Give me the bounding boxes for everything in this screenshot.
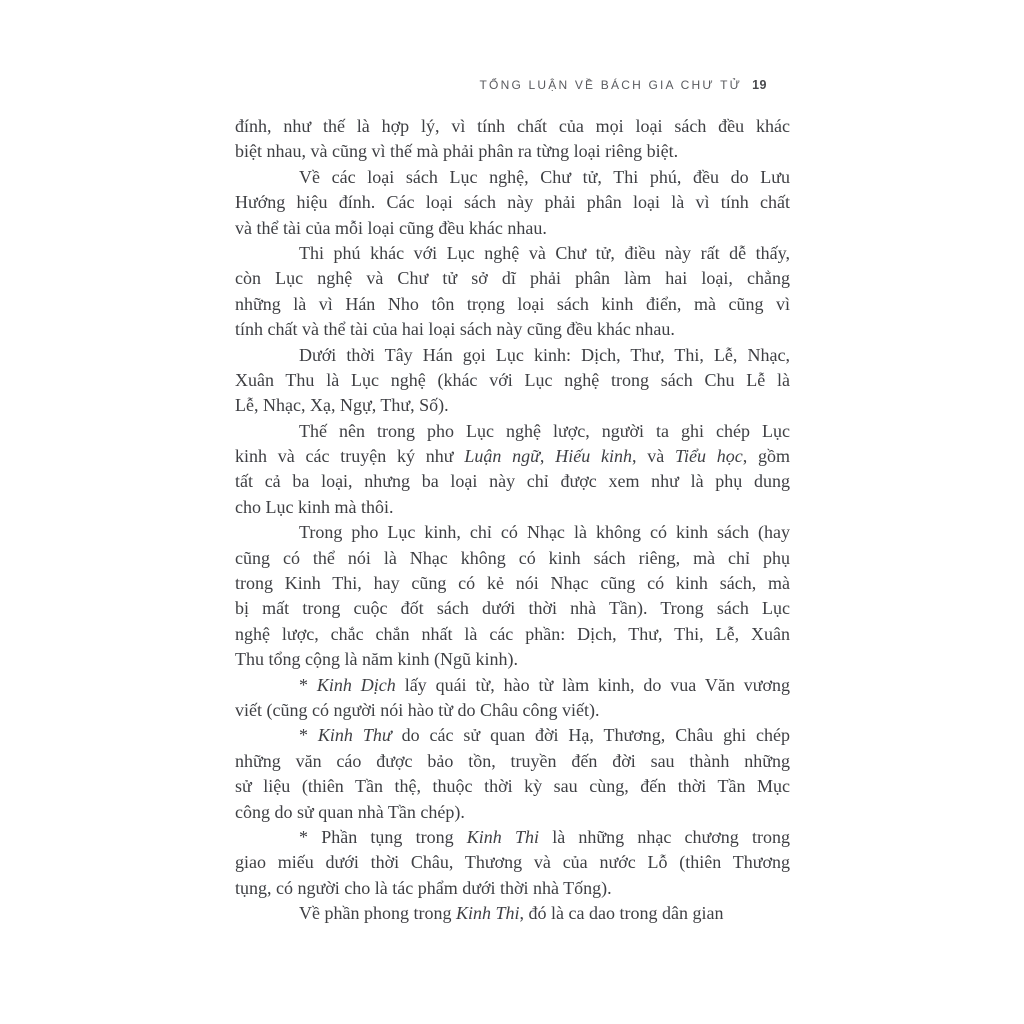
- text-segment: viết (cũng có người nói hào từ do Châu công viết).: [235, 699, 600, 720]
- text-line: [235, 698, 790, 723]
- text-segment: tụng, có người cho là tác phẩm dưới thời nhà Tống).: [235, 877, 612, 898]
- paragraph: [235, 520, 790, 672]
- text-line: [235, 571, 790, 596]
- text-segment: cho Lục kinh mà thôi.: [235, 496, 394, 517]
- text-line: [235, 241, 790, 266]
- text-line: [235, 444, 790, 469]
- running-header-title: TỔNG LUẬN VỀ BÁCH GIA CHƯ TỬ: [479, 78, 743, 92]
- text-line: [235, 266, 790, 291]
- text-segment: sử liệu (thiên Tần thệ, thuộc thời kỳ sau cùng, đến thời Tần Mục: [235, 776, 790, 797]
- text-line: [235, 749, 790, 774]
- text-segment: *: [299, 725, 318, 746]
- text-segment: , đó là ca dao trong dân gian: [519, 903, 724, 924]
- text-line: [235, 469, 790, 494]
- text-segment: Thu tổng cộng là năm kinh (Ngũ kinh).: [235, 649, 518, 670]
- text-segment: , gồm: [742, 446, 791, 467]
- paragraph: [235, 419, 790, 521]
- text-segment: Về phần phong trong: [299, 903, 456, 924]
- text-segment: là những nhạc chương trong: [539, 826, 790, 847]
- text-line: [235, 622, 790, 647]
- text-segment: lấy quái từ, hào từ làm kinh, do vua Văn vương: [395, 674, 791, 695]
- text-segment: kinh và các truyện ký như: [235, 446, 465, 467]
- text-segment: và thể tài của mỗi loại cũng đều khác nhau.: [235, 217, 547, 238]
- text-segment: Thế nên trong pho Lục nghệ lược, người ta ghi chép Lục: [299, 420, 790, 441]
- text-line: [235, 673, 790, 698]
- text-line: [235, 114, 790, 139]
- text-line: [235, 546, 790, 571]
- paragraph: [235, 825, 790, 901]
- text-line: [235, 825, 790, 850]
- text-segment: trong Kinh Thi, hay cũng có kẻ nói Nhạc cũng có kinh sách, mà: [235, 573, 790, 594]
- text-segment: công do sử quan nhà Tần chép).: [235, 801, 465, 822]
- text-segment: những văn cáo được bảo tồn, truyền đến đời sau thành những: [235, 750, 790, 771]
- text-segment: Thi phú khác với Lục nghệ và Chư tử, điều này rất dễ thấy,: [299, 242, 790, 263]
- text-segment: cũng có thể nói là Nhạc không có kinh sách riêng, mà chỉ phụ: [235, 547, 790, 568]
- paragraph: [235, 165, 790, 241]
- text-line: [235, 292, 790, 317]
- text-segment: ,: [539, 446, 556, 467]
- text-segment: bị mất trong cuộc đốt sách dưới thời nhà Tần). Trong sách Lục: [235, 598, 790, 619]
- text-segment: giao miếu dưới thời Châu, Thương và của nước Lỗ (thiên Thương: [235, 852, 790, 873]
- paragraph: [235, 241, 790, 343]
- text-line: [235, 393, 790, 418]
- paragraph: [235, 343, 790, 419]
- text-segment: Trong pho Lục kinh, chỉ có Nhạc là không có kinh sách (hay: [299, 522, 790, 543]
- text-line: [235, 596, 790, 621]
- text-line: [235, 317, 790, 342]
- text-line: [235, 343, 790, 368]
- text-line: [235, 723, 790, 748]
- text-segment: còn Lục nghệ và Chư tử sở dĩ phải phân làm hai loại, chẳng: [235, 268, 790, 289]
- book-title-text: Kinh Thư: [317, 725, 392, 746]
- text-segment: *: [299, 674, 317, 695]
- text-line: [235, 520, 790, 545]
- paragraph: [235, 673, 790, 724]
- text-line: [235, 139, 790, 164]
- text-line: [235, 774, 790, 799]
- text-segment: Về các loại sách Lục nghệ, Chư tử, Thi phú, đều do Lưu: [299, 166, 790, 187]
- text-line: [235, 800, 790, 825]
- text-line: [235, 190, 790, 215]
- text-line: [235, 216, 790, 241]
- text-line: [235, 901, 790, 926]
- text-line: [235, 647, 790, 672]
- paragraph: [235, 114, 790, 165]
- text-segment: tính chất và thể tài của hai loại sách này cũng đều khác nhau.: [235, 319, 675, 340]
- page-number: 19: [752, 78, 767, 92]
- text-segment: những là vì Hán Nho tôn trọng loại sách kinh điển, mà cũng vì: [235, 293, 790, 314]
- text-line: [235, 165, 790, 190]
- text-segment: tất cả ba loại, nhưng ba loại này chỉ được xem như là phụ dung: [235, 471, 790, 492]
- book-title-text: Kinh Thi: [455, 903, 520, 924]
- book-title-text: Hiếu kinh: [555, 446, 632, 467]
- body-paragraphs: [235, 114, 790, 927]
- book-title-text: Kinh Dịch: [316, 674, 396, 695]
- text-line: [235, 419, 790, 444]
- text-segment: Lễ, Nhạc, Xạ, Ngự, Thư, Số).: [235, 395, 449, 416]
- text-line: [235, 850, 790, 875]
- text-segment: Hướng hiệu đính. Các loại sách này phải phân loại là vì tính chất: [235, 192, 790, 213]
- text-line: [235, 876, 790, 901]
- text-segment: * Phần tụng trong: [299, 826, 467, 847]
- text-segment: Xuân Thu là Lục nghệ (khác với Lục nghệ trong sách Chu Lễ là: [235, 369, 790, 390]
- text-line: [235, 495, 790, 520]
- book-title-text: Tiểu học: [674, 446, 743, 467]
- text-segment: , và: [631, 446, 675, 467]
- text-line: [235, 368, 790, 393]
- running-header: [235, 78, 767, 92]
- text-segment: đính, như thế là hợp lý, vì tính chất của mọi loại sách đều khác: [235, 116, 790, 136]
- book-title-text: Luận ngữ: [464, 446, 540, 467]
- text-segment: biệt nhau, và cũng vì thế mà phải phân ra từng loại riêng biệt.: [235, 141, 679, 162]
- text-segment: do các sử quan đời Hạ, Thương, Châu ghi chép: [391, 725, 790, 746]
- paragraph: [235, 723, 790, 825]
- text-segment: nghệ lược, chắc chắn nhất là các phần: Dịch, Thư, Thi, Lễ, Xuân: [235, 623, 790, 644]
- text-segment: Dưới thời Tây Hán gọi Lục kinh: Dịch, Thư, Thi, Lễ, Nhạc,: [299, 344, 790, 365]
- paragraph: [235, 901, 790, 926]
- book-title-text: Kinh Thi: [466, 826, 540, 847]
